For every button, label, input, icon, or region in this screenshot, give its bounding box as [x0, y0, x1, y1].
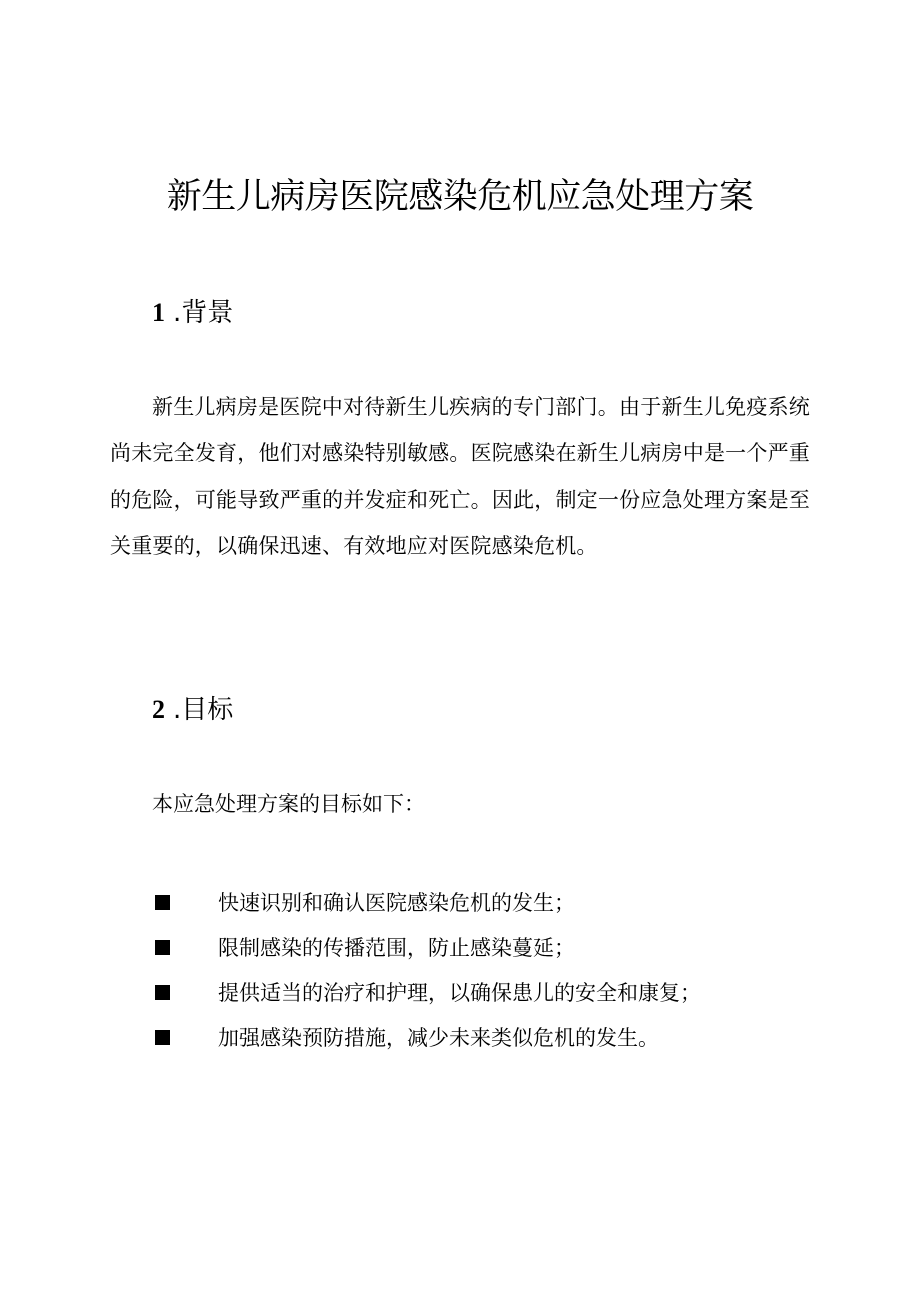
- list-item: [152, 880, 832, 925]
- goals-list: [152, 880, 832, 1060]
- list-item-text: 提供适当的治疗和护理，以确保患儿的安全和康复；: [218, 980, 701, 1005]
- section-title: .背景: [173, 298, 234, 328]
- square-bullet-icon: [155, 940, 170, 955]
- square-bullet-icon: [155, 985, 170, 1000]
- section-number: 2: [152, 695, 165, 724]
- list-item-text: 快速识别和确认医院感染危机的发生；: [218, 890, 575, 915]
- square-bullet-icon: [155, 895, 170, 910]
- list-item: [152, 970, 832, 1015]
- goals-intro: 本应急处理方案的目标如下：: [152, 792, 425, 816]
- document-title: 新生儿病房医院感染危机应急处理方案: [166, 177, 754, 217]
- section-heading-goals: [152, 693, 233, 727]
- section-heading-background: [152, 296, 233, 330]
- square-bullet-icon: [155, 1030, 170, 1045]
- section-number: 1: [152, 298, 165, 327]
- list-item-text: 加强感染预防措施，减少未来类似危机的发生。: [218, 1025, 659, 1050]
- list-item-text: 限制感染的传播范围，防止感染蔓延；: [218, 935, 575, 960]
- background-paragraph: 新生儿病房是医院中对待新生儿疾病的专门部门。由于新生儿免疫系统尚未完全发育，他们对感染特别敏感。医院感染在新生儿病房中是一个严重的危险，可能导致严重的并发症和死亡。因此，制定一份应急处理方案是至关重要的，以确保迅速、有效地应对医院感染危机。: [110, 395, 810, 559]
- list-item: [152, 1015, 832, 1060]
- list-item: [152, 925, 832, 970]
- section-title: .目标: [173, 695, 234, 725]
